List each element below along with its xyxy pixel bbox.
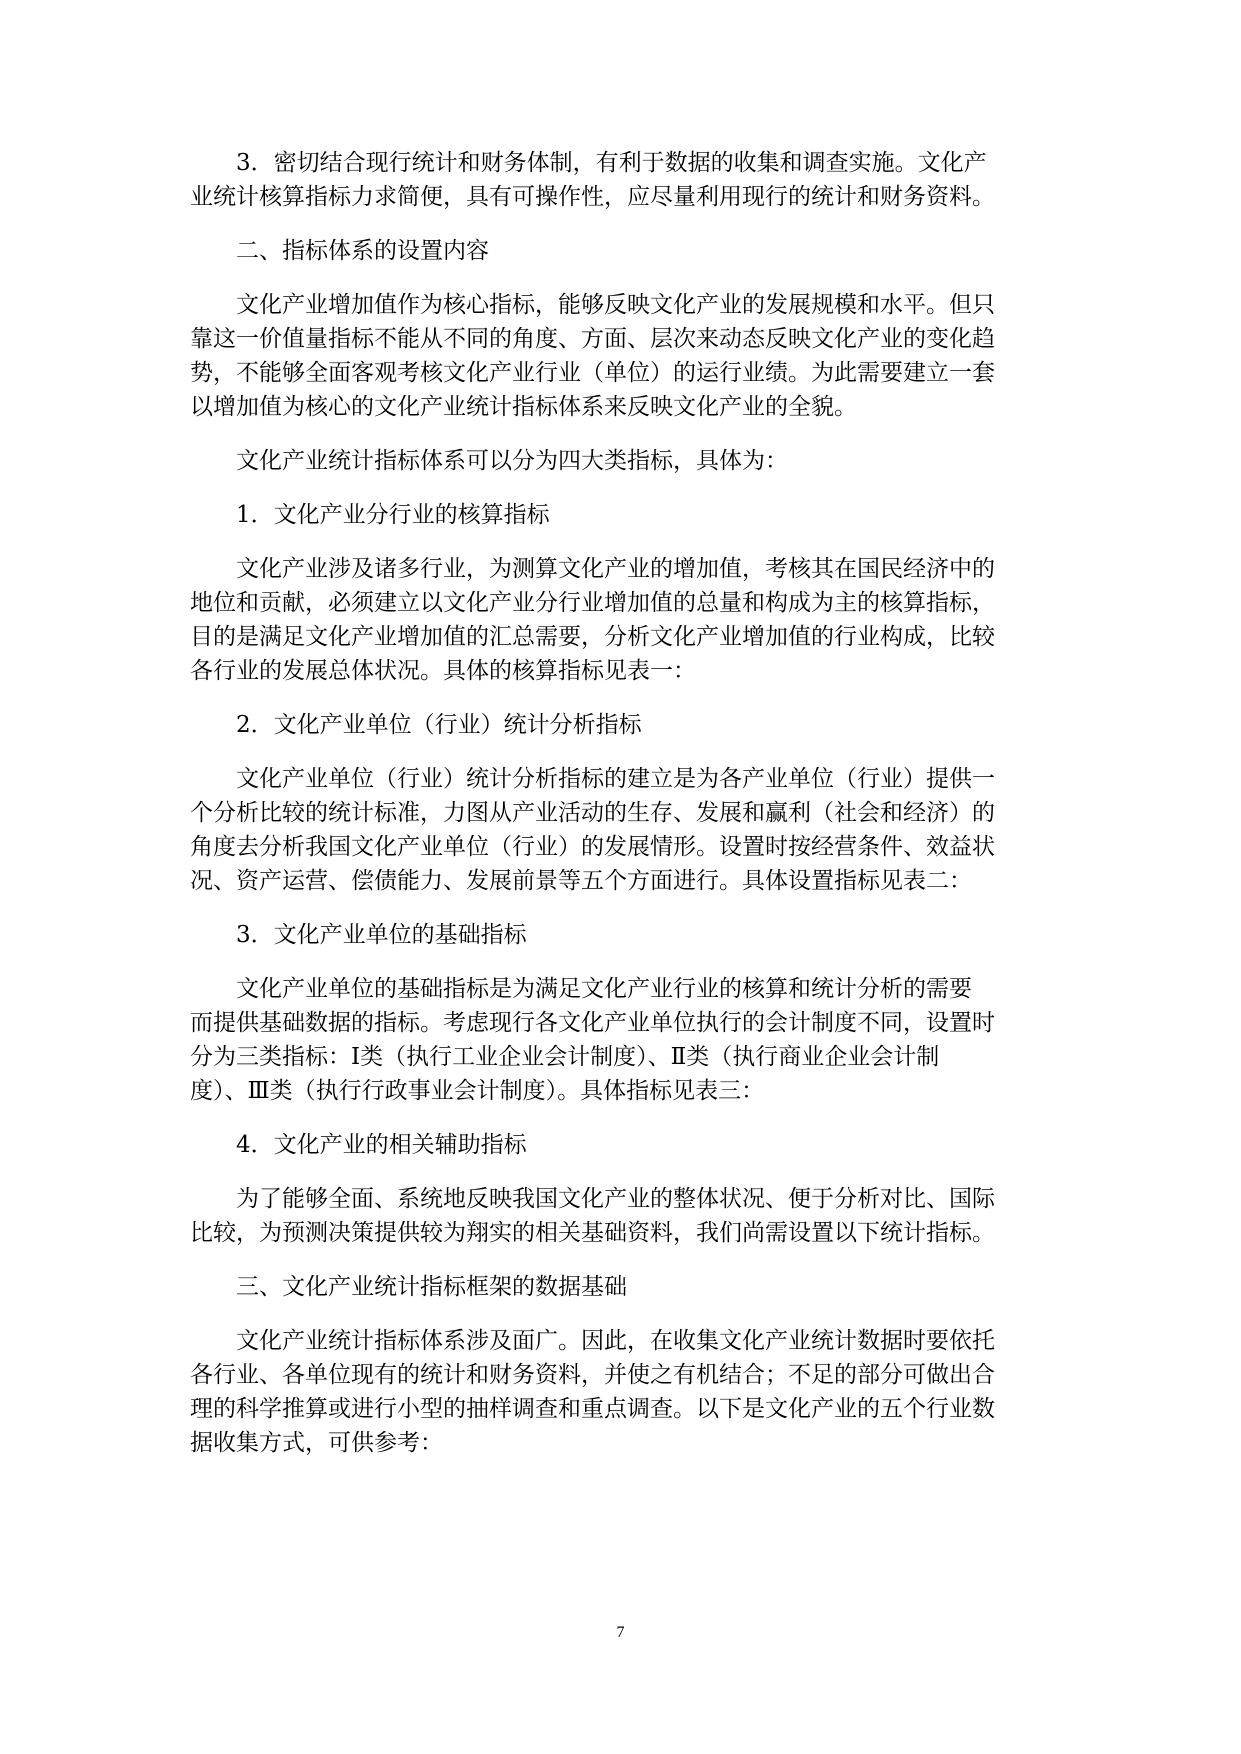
text-line: 文化产业涉及诸多行业，为测算文化产业的增加值，考核其在国民经济中的 [236,556,995,582]
body-paragraph [190,762,1058,898]
text-line: 角度去分析我国文化产业单位（行业）的发展情形。设置时按经营条件、效益状 [190,834,995,860]
text-line: 各行业、各单位现有的统计和财务资料，并使之有机结合；不足的部分可做出合 [190,1362,995,1388]
text-line: 文化产业统计指标体系涉及面广。因此，在收集文化产业统计数据时要依托 [236,1328,995,1354]
body-paragraph [190,288,1058,424]
text-line: 为了能够全面、系统地反映我国文化产业的整体状况、便于分析对比、国际 [236,1186,995,1212]
text-line: 据收集方式，可供参考： [190,1430,443,1456]
text-line: 而提供基础数据的指标。考虑现行各文化产业单位执行的会计制度不同，设置时 [190,1010,995,1036]
body-paragraph [190,1182,1058,1250]
text-line: 3．文化产业单位的基础指标 [236,922,527,948]
text-line: 靠这一价值量指标不能从不同的角度、方面、层次来动态反映文化产业的变化趋 [190,326,995,352]
section-heading [190,1128,1058,1162]
text-line: 各行业的发展总体状况。具体的核算指标见表一： [190,658,696,684]
text-line: 以增加值为核心的文化产业统计指标体系来反映文化产业的全貌。 [190,394,857,420]
document-body [190,146,1058,1480]
text-line: 度）、Ⅲ类（执行行政事业会计制度）。具体指标见表三： [190,1078,765,1104]
text-line: 2．文化产业单位（行业）统计分析指标 [236,712,642,738]
text-line: 业统计核算指标力求简便，具有可操作性，应尽量利用现行的统计和财务资料。 [190,184,995,210]
section-heading [190,918,1058,952]
text-line: 二、指标体系的设置内容 [236,238,489,264]
text-line: 文化产业增加值作为核心指标，能够反映文化产业的发展规模和水平。但只 [236,292,995,318]
text-line: 目的是满足文化产业增加值的汇总需要，分析文化产业增加值的行业构成，比较 [190,624,995,650]
text-line: 势，不能够全面客观考核文化产业行业（单位）的运行业绩。为此需要建立一套 [190,360,995,386]
text-line: 理的科学推算或进行小型的抽样调查和重点调查。以下是文化产业的五个行业数 [190,1396,995,1422]
text-line: 地位和贡献，必须建立以文化产业分行业增加值的总量和构成为主的核算指标， [190,590,995,616]
text-line: 4．文化产业的相关辅助指标 [236,1132,527,1158]
text-line: 文化产业单位的基础指标是为满足文化产业行业的核算和统计分析的需要 [236,976,972,1002]
body-paragraph [190,1324,1058,1460]
body-paragraph [190,146,1058,214]
text-line: 分为三类指标：Ⅰ类（执行工业企业会计制度）、Ⅱ类（执行商业企业会计制 [190,1044,940,1070]
text-line: 况、资产运营、偿债能力、发展前景等五个方面进行。具体设置指标见表二： [190,868,972,894]
text-line: 3．密切结合现行统计和财务体制，有利于数据的收集和调查实施。文化产 [236,150,987,176]
section-heading [190,498,1058,532]
section-heading [190,708,1058,742]
body-paragraph [190,972,1058,1108]
section-heading [190,234,1058,268]
text-line: 个分析比较的统计标准，力图从产业活动的生存、发展和赢利（社会和经济）的 [190,800,995,826]
text-line: 文化产业统计指标体系可以分为四大类指标，具体为： [236,448,788,474]
body-paragraph [190,444,1058,478]
text-line: 比较，为预测决策提供较为翔实的相关基础资料，我们尚需设置以下统计指标。 [190,1220,995,1246]
section-heading [190,1270,1058,1304]
page-number: 7 [616,1624,625,1641]
text-line: 三、文化产业统计指标框架的数据基础 [236,1274,627,1300]
text-line: 1．文化产业分行业的核算指标 [236,502,550,528]
body-paragraph [190,552,1058,688]
text-line: 文化产业单位（行业）统计分析指标的建立是为各产业单位（行业）提供一 [236,766,995,792]
